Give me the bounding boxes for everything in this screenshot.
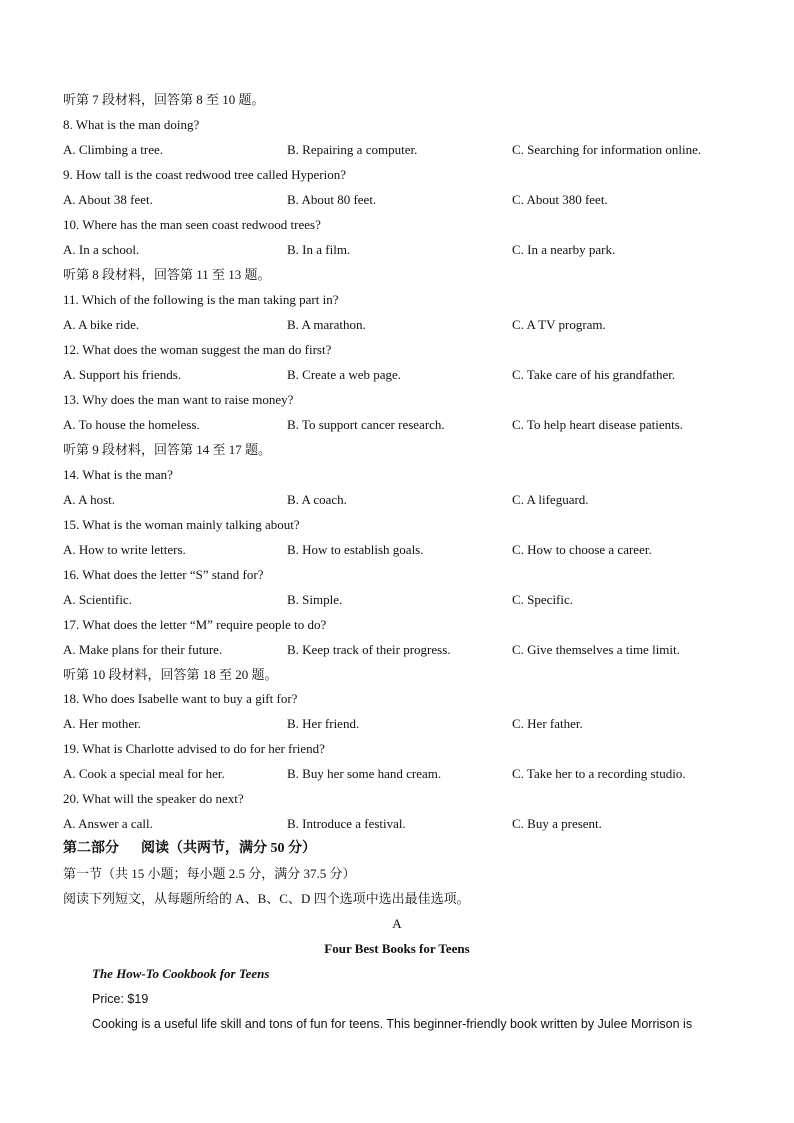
part-title: 阅读（共两节，满分 50 分） [141, 841, 316, 856]
option-c: C. To help heart disease patients. [512, 417, 684, 432]
question-text: 16. What does the letter “S” stand for? [63, 567, 264, 582]
option-a: A. In a school. [63, 242, 140, 257]
question-text: 14. What is the man? [63, 467, 173, 482]
option-a: A. Climbing a tree. [63, 142, 164, 157]
option-b: B. Introduce a festival. [287, 816, 406, 831]
option-c: C. Buy a present. [512, 816, 602, 831]
option-b: B. Her friend. [287, 716, 360, 731]
passage-body: Cooking is a useful life skill and tons of fun for teens. This beginner-friendly book written by Julee Morrison is [92, 1017, 693, 1031]
option-b: B. A marathon. [287, 317, 366, 332]
option-c: C. A lifeguard. [512, 492, 589, 507]
question-text: 15. What is the woman mainly talking about? [63, 517, 300, 532]
section-heading: 听第 9 段材料，回答第 14 至 17 题。 [63, 442, 272, 457]
question-text: 10. Where has the man seen coast redwood trees? [63, 217, 321, 232]
section-heading: 听第 8 段材料，回答第 11 至 13 题。 [63, 267, 271, 282]
option-b: B. Keep track of their progress. [287, 642, 451, 657]
option-b: B. A coach. [287, 492, 347, 507]
option-c: C. Take care of his grandfather. [512, 367, 676, 382]
question-text: 8. What is the man doing? [63, 117, 200, 132]
option-a: A. About 38 feet. [63, 192, 153, 207]
question-text: 13. Why does the man want to raise money? [63, 392, 294, 407]
option-c: C. Searching for information online. [512, 142, 702, 157]
option-a: A. Her mother. [63, 716, 141, 731]
option-a: A. Cook a special meal for her. [63, 766, 225, 781]
option-c: C. Her father. [512, 716, 583, 731]
passage-letter: A [392, 916, 402, 931]
option-a: A. Make plans for their future. [63, 642, 223, 657]
instruction: 阅读下列短文，从每题所给的 A、B、C、D 四个选项中选出最佳选项。 [63, 891, 470, 906]
question-text: 18. Who does Isabelle want to buy a gift for? [63, 691, 298, 706]
option-c: C. About 380 feet. [512, 192, 608, 207]
option-a: A. To house the homeless. [63, 417, 200, 432]
question-text: 17. What does the letter “M” require people to do? [63, 617, 327, 632]
section-heading: 听第 10 段材料，回答第 18 至 20 题。 [63, 667, 278, 682]
question-text: 19. What is Charlotte advised to do for her friend? [63, 741, 325, 756]
option-b: B. To support cancer research. [287, 417, 445, 432]
part-two-heading [63, 841, 316, 857]
book-title: The How-To Cookbook for Teens [92, 966, 270, 981]
part-label: 第二部分 [63, 841, 119, 856]
option-b: B. Repairing a computer. [287, 142, 418, 157]
option-c: C. Specific. [512, 592, 574, 607]
option-c: C. Take her to a recording studio. [512, 766, 686, 781]
option-b: B. Create a web page. [287, 367, 402, 382]
option-a: A. Support his friends. [63, 367, 182, 382]
option-a: A. How to write letters. [63, 542, 186, 557]
question-text: 12. What does the woman suggest the man do first? [63, 342, 332, 357]
question-text: 11. Which of the following is the man taking part in? [63, 292, 339, 307]
section-heading: 听第 7 段材料，回答第 8 至 10 题。 [63, 92, 265, 107]
option-c: C. How to choose a career. [512, 542, 652, 557]
option-b: B. Buy her some hand cream. [287, 766, 442, 781]
option-b: B. Simple. [287, 592, 343, 607]
book-price: Price: $19 [92, 992, 149, 1006]
option-b: B. In a film. [287, 242, 351, 257]
option-a: A. A bike ride. [63, 317, 140, 332]
option-c: C. Give themselves a time limit. [512, 642, 680, 657]
option-c: C. In a nearby park. [512, 242, 616, 257]
passage-title: Four Best Books for Teens [324, 941, 470, 956]
option-b: B. About 80 feet. [287, 192, 377, 207]
question-text: 9. How tall is the coast redwood tree called Hyperion? [63, 167, 347, 182]
section-one-info: 第一节（共 15 小题；每小题 2.5 分，满分 37.5 分） [63, 866, 356, 881]
option-c: C. A TV program. [512, 317, 606, 332]
option-a: A. A host. [63, 492, 116, 507]
option-a: A. Answer a call. [63, 816, 153, 831]
question-text: 20. What will the speaker do next? [63, 791, 244, 806]
option-b: B. How to establish goals. [287, 542, 424, 557]
option-a: A. Scientific. [63, 592, 132, 607]
